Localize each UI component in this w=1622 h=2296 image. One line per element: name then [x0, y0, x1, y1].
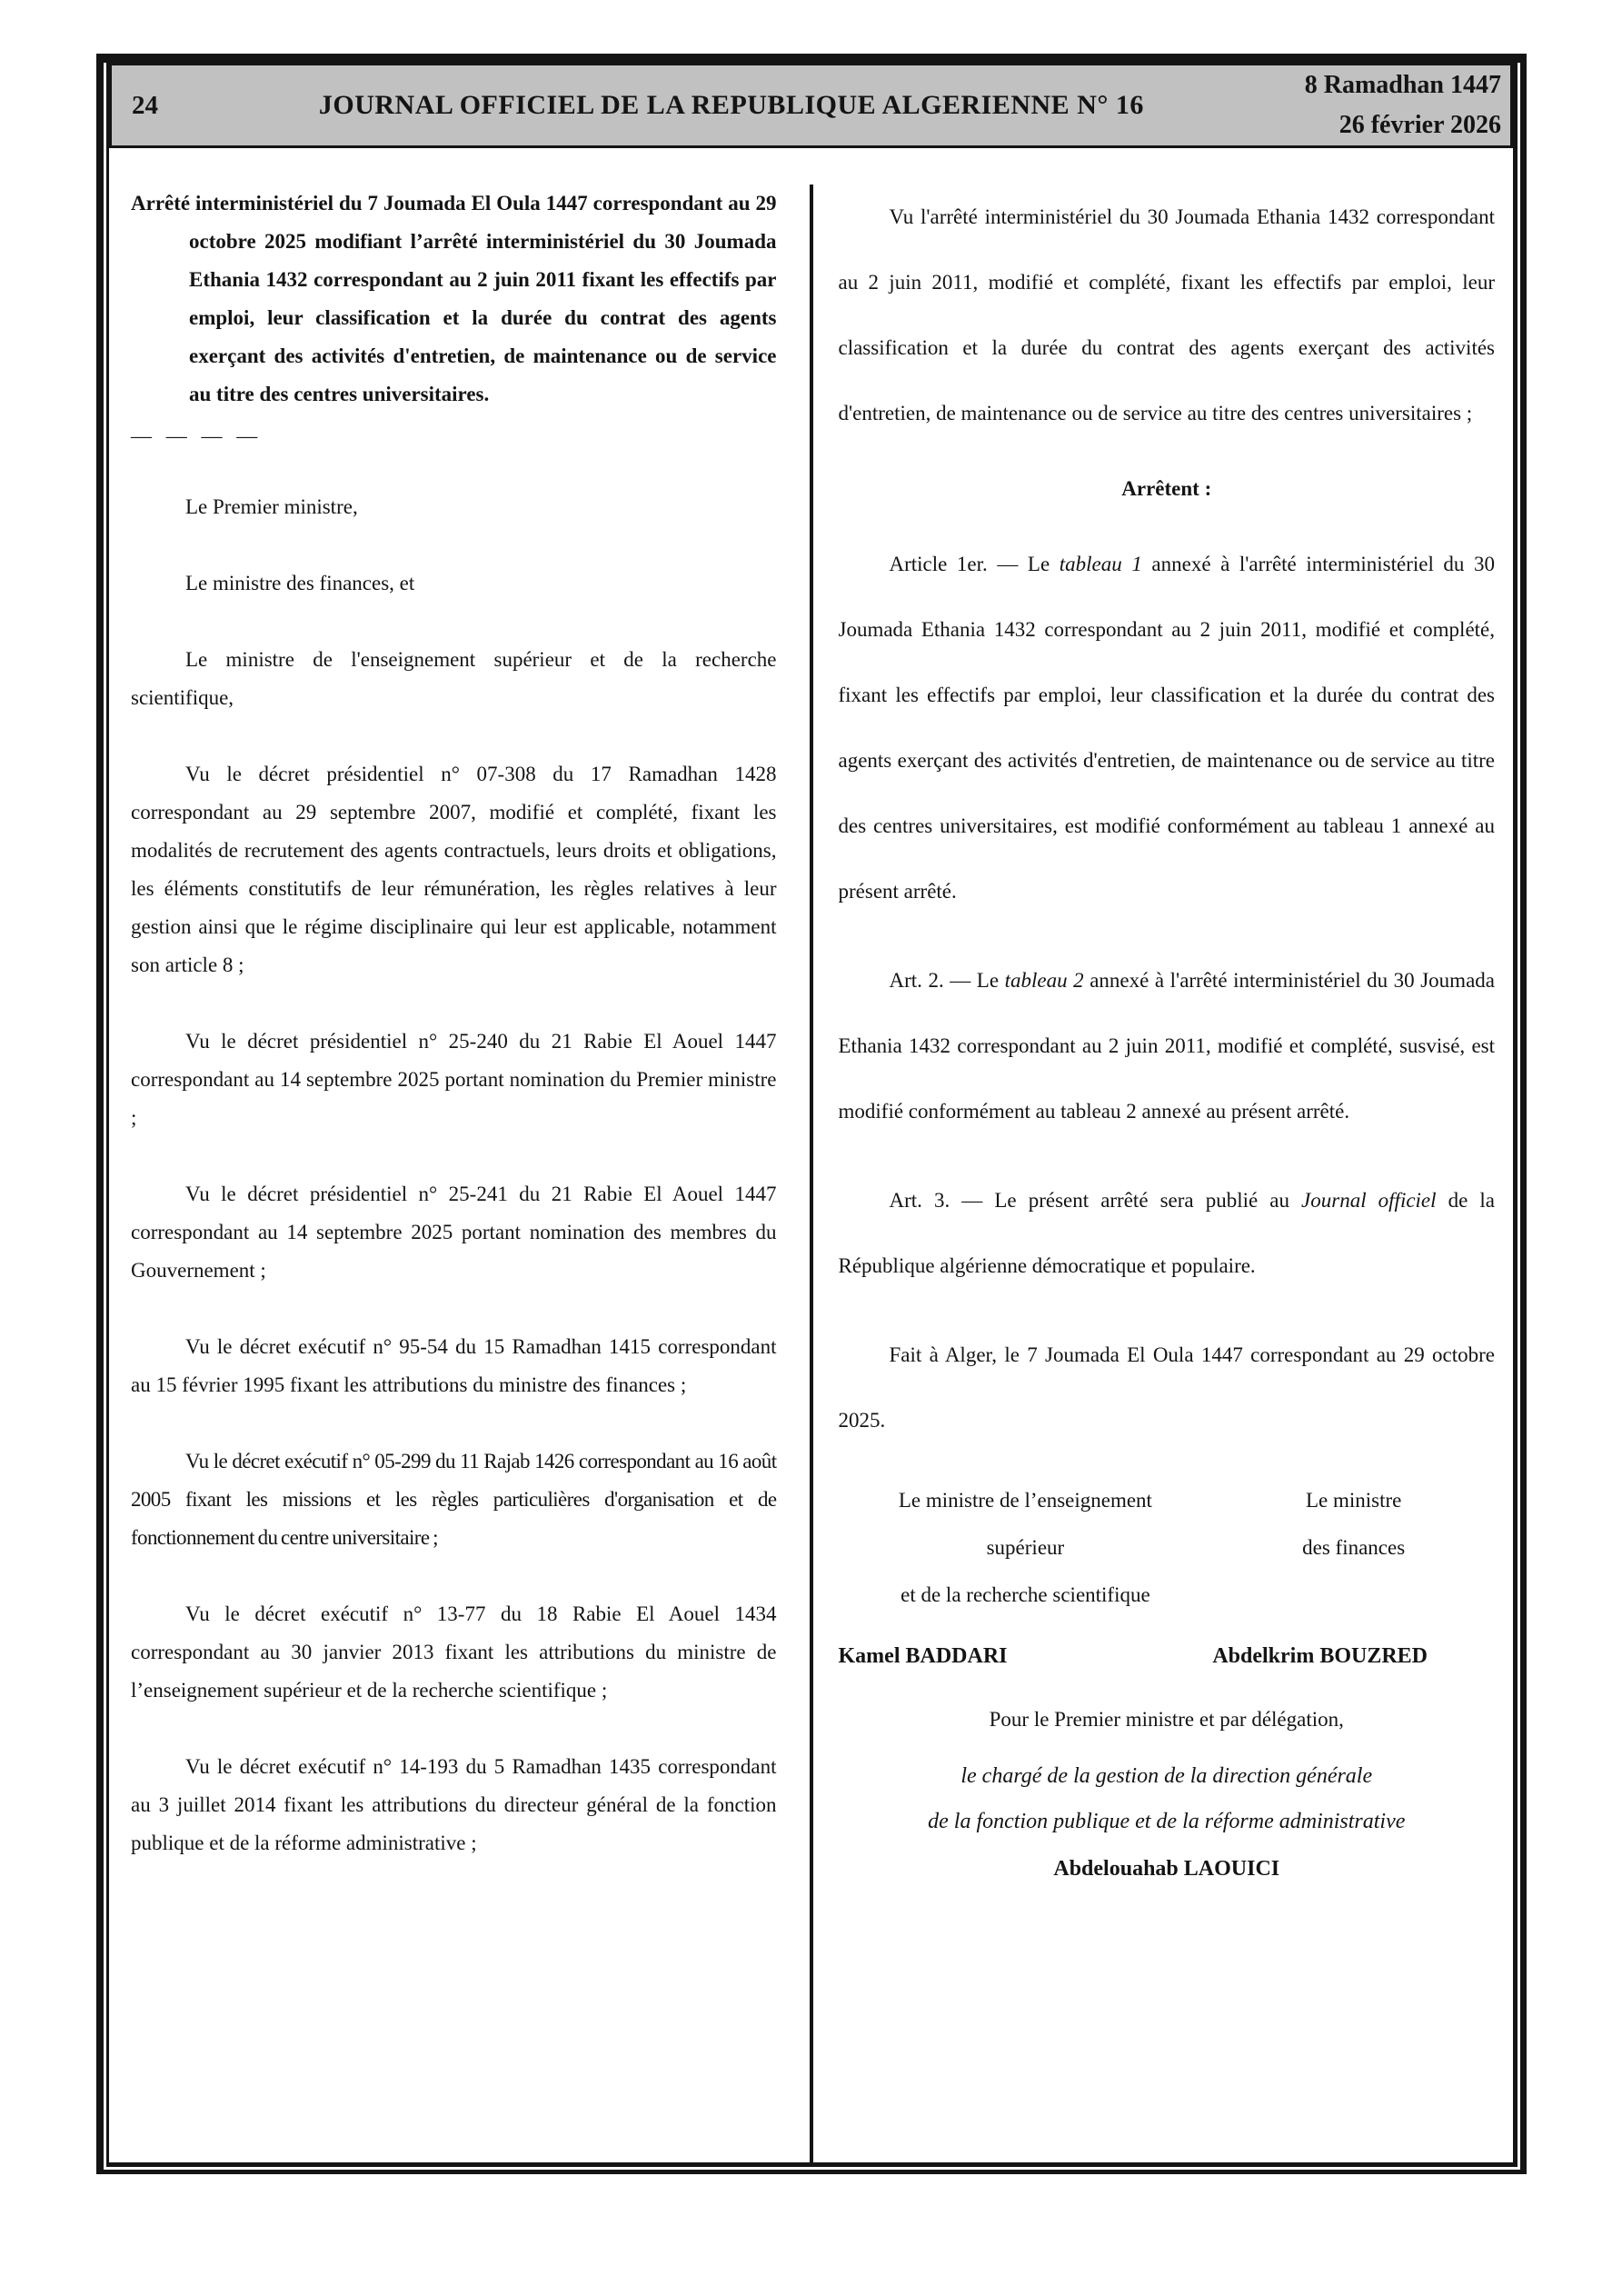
signature-title-right	[1212, 1477, 1495, 1619]
signature-names-row	[839, 1641, 1496, 1672]
right-column	[813, 148, 1514, 2162]
left-column	[109, 148, 810, 2162]
delegation-line: Pour le Premier ministre et par délégation,	[989, 1708, 1344, 1731]
signature-title-left	[839, 1477, 1213, 1619]
delegation-role	[839, 1753, 1496, 1844]
vu-decret-14-193: Vu le décret exécutif n° 14-193 du 5 Ramadhan 1435 correspondant au 3 juillet 2014 fixant les attributions du directeur général de la fonction publique et de la réforme administrative ;	[131, 1755, 777, 1854]
paragraph-ministre-enseignement: Le ministre de l'enseignement supérieur et de la recherche scientifique,	[131, 648, 777, 709]
date-hijri: 8 Ramadhan 1447	[1304, 71, 1501, 99]
sig-left-line-2: supérieur	[986, 1536, 1065, 1559]
page-frame	[96, 54, 1527, 2174]
vu-decret-13-77: Vu le décret exécutif n° 13-77 du 18 Rabie El Aouel 1434 correspondant au 30 janvier 2013 fixant les attributions du ministre de l’enseignement supérieur et de la recherche scientifique ;	[131, 1602, 777, 1702]
vu-decret-07-308: Vu le décret présidentiel n° 07-308 du 17 Ramadhan 1428 correspondant au 29 septembre 2007, modifié et complété, fixant les modalités de recrutement des agents contractuels, leurs droits et obligations, les éléments constitutifs de leur rémunération, les règles relatives à leur gestion ainsi que le régime disciplinaire qui leur est applicable, notamment son article 8 ;	[131, 763, 777, 976]
sig-left-line-3: et de la recherche scientifique	[901, 1583, 1150, 1606]
vu-arrete-interministeriel: Vu l'arrêté interministériel du 30 Joumada Ethania 1432 correspondant au 2 juin 2011, modifié et complété, fixant les effectifs par emploi, leur classification et la durée du contrat des agents exerçant des activités d'entretien, de maintenance ou de service au titre des centres universitaires ;	[838, 205, 1495, 424]
page-number: 24	[132, 90, 158, 120]
fait-a-alger: Fait à Alger, le 7 Joumada El Oula 1447 correspondant au 29 octobre 2025.	[838, 1343, 1495, 1432]
signature-name-right: Abdelkrim BOUZRED	[1212, 1644, 1428, 1668]
sig-right-line-1: Le ministre	[1305, 1489, 1402, 1512]
arrete-title: Arrêté interministériel du 7 Joumada El Oula 1447 correspondant au 29 octobre 2025 modifiant l’arrêté interministériel du 30 Joumada Ethania 1432 correspondant au 2 juin 2011 fixant les effectifs par emploi, leur classification et la durée du contrat des agents exerçant des activités d'entretien, de maintenance ou de service au titre des centres universitaires.	[131, 192, 777, 405]
vu-decret-95-54: Vu le décret exécutif n° 95-54 du 15 Ramadhan 1415 correspondant au 15 février 1995 fixant les attributions du ministre des finances ;	[131, 1335, 777, 1396]
delegation-role-line-2: de la fonction publique et de la réforme administrative	[928, 1810, 1406, 1833]
delegation-name: Abdelouahab LAOUICI	[1053, 1857, 1280, 1881]
sig-left-line-1: Le ministre de l’enseignement	[898, 1489, 1152, 1512]
arretent-heading: Arrêtent :	[1121, 477, 1212, 500]
sig-right-line-2: des finances	[1302, 1536, 1406, 1559]
article-1: Article 1er. — Le tableau 1 annexé à l'arrêté interministériel du 30 Joumada Ethania 1432 correspondant au 2 juin 2011, modifié et complété, fixant les effectifs par emploi, leur classification et la durée du contrat des agents exerçant des activités d'entretien, de maintenance ou de service au titre des centres universitaires, est modifié conformément au tableau 1 annexé au présent arrêté.	[838, 553, 1496, 903]
vu-decret-25-240: Vu le décret présidentiel n° 25-240 du 21 Rabie El Aouel 1447 correspondant au 14 septembre 2025 portant nomination du Premier ministre ;	[131, 1030, 777, 1129]
journal-title: JOURNAL OFFICIEL DE LA REPUBLIQUE ALGERIENNE N° 16	[318, 90, 1144, 120]
dash-separator: — — — —	[131, 424, 258, 447]
page-content	[109, 148, 1513, 2162]
delegation-role-line-1: le chargé de la gestion de la direction générale	[960, 1764, 1373, 1788]
vu-decret-25-241: Vu le décret présidentiel n° 25-241 du 21 Rabie El Aouel 1447 correspondant au 14 septembre 2025 portant nomination des membres du Gouvernement ;	[131, 1183, 777, 1282]
paragraph-ministre-finances: Le ministre des finances, et	[185, 572, 415, 594]
page-frame-inner	[106, 63, 1518, 2167]
article-3: Art. 3. — Le présent arrêté sera publié au Journal officiel de la République algérienne démocratique et populaire.	[838, 1189, 1495, 1277]
article-2: Art. 2. — Le tableau 2 annexé à l'arrêté interministériel du 30 Joumada Ethania 1432 correspondant au 2 juin 2011, modifié et complété, susvisé, est modifié conformément au tableau 2 annexé au présent arrêté.	[838, 969, 1495, 1123]
header-dates	[1305, 65, 1501, 145]
signature-name-left: Kamel BADDARI	[838, 1644, 1008, 1668]
vu-decret-05-299: Vu le décret exécutif n° 05-299 du 11 Rajab 1426 correspondant au 16 août 2005 fixant les missions et les règles particulières d'organisation et de fonctionnement du centre universitaire ;	[131, 1450, 777, 1549]
paragraph-premier-ministre: Le Premier ministre,	[185, 495, 358, 518]
date-gregorian: 26 février 2026	[1338, 111, 1501, 139]
journal-header	[109, 63, 1513, 148]
signature-titles-row	[839, 1477, 1496, 1619]
